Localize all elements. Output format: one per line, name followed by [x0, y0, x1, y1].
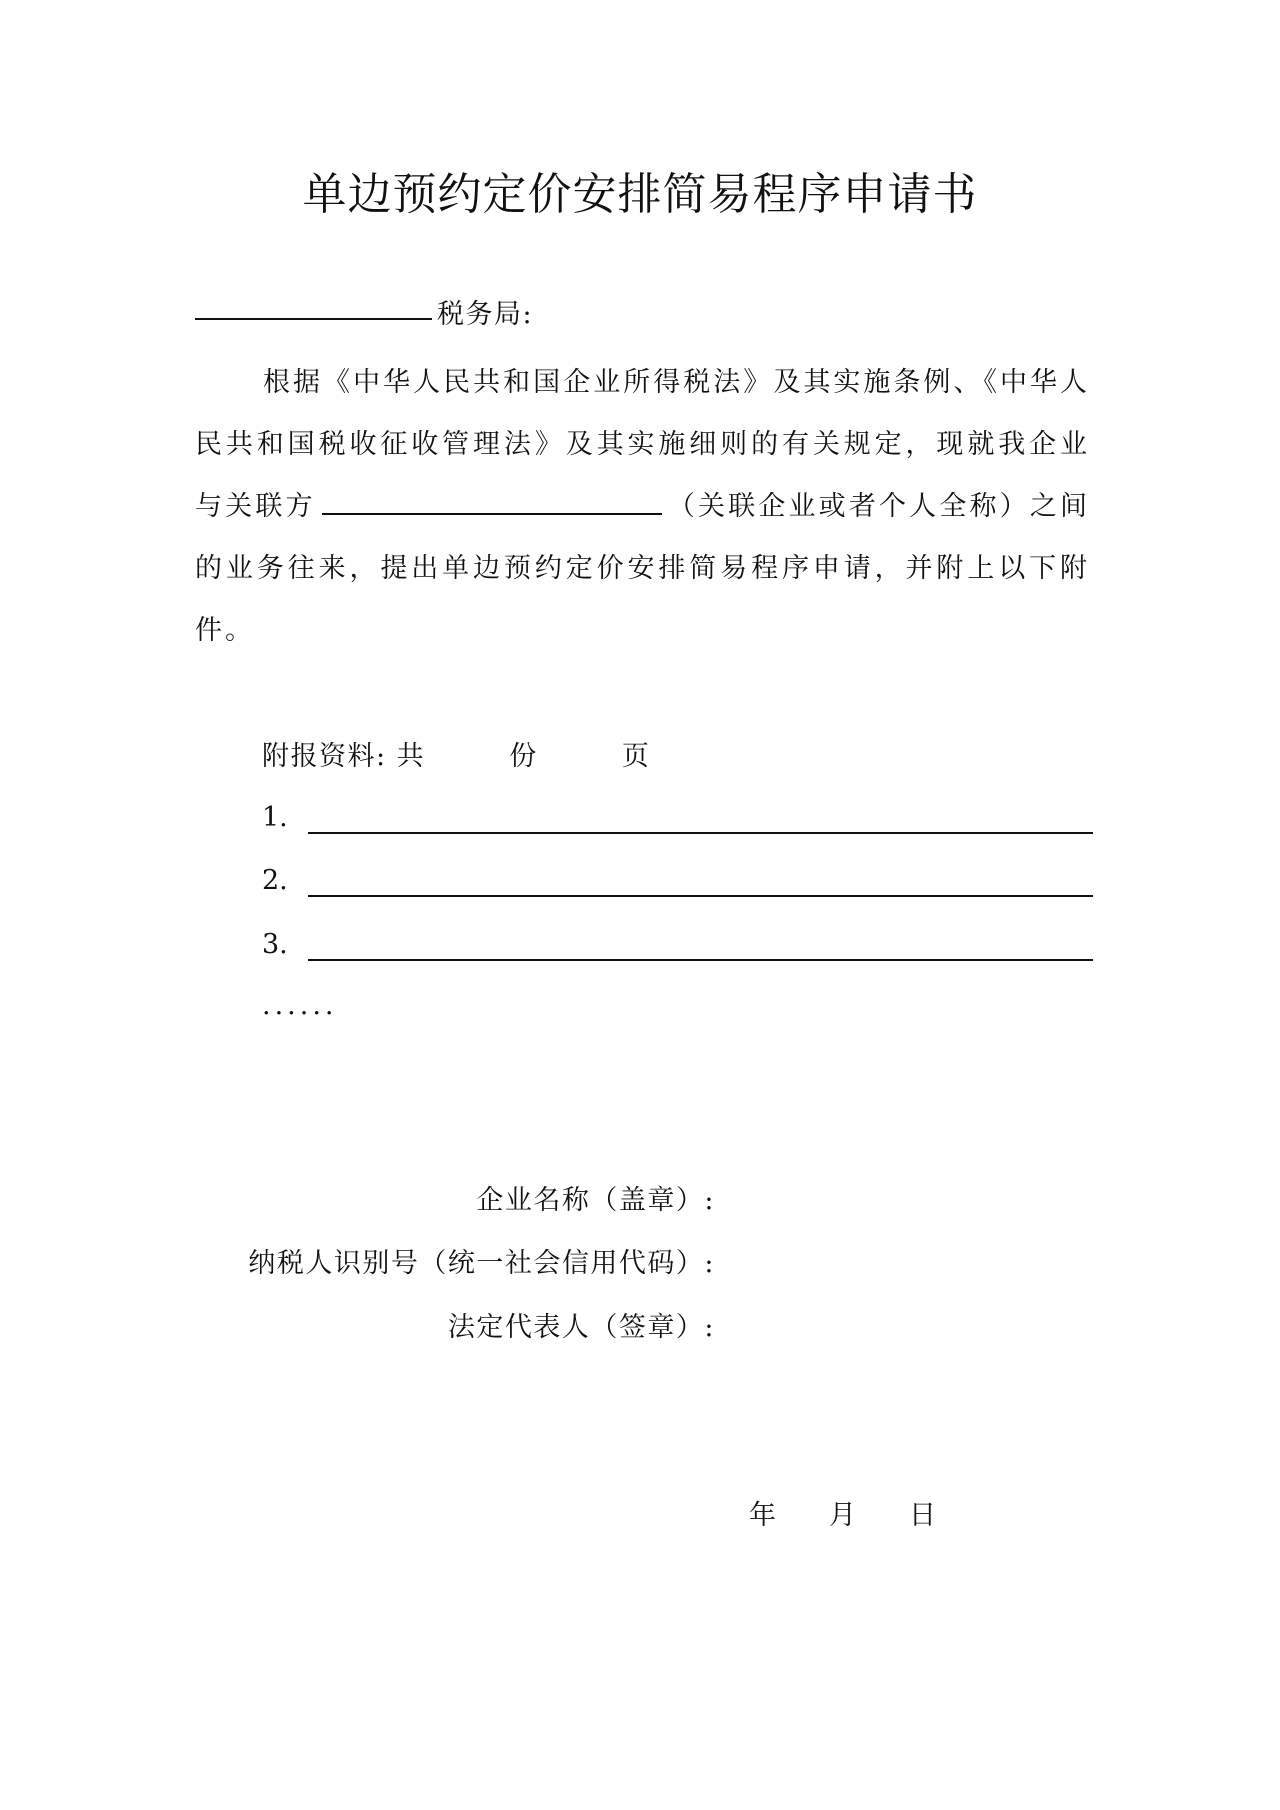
company-name-label: 企业名称（盖章）:	[476, 1185, 715, 1216]
date-year-label: 年	[749, 1500, 778, 1531]
date-month-label: 月	[829, 1500, 858, 1531]
attachment-item-number: 3.	[262, 929, 288, 960]
legal-representative-label: 法定代表人（签章）:	[447, 1312, 715, 1343]
application-paragraph	[195, 352, 1090, 662]
attachments-pages-label: 页	[621, 741, 651, 772]
tax-bureau-blank[interactable]	[195, 318, 432, 320]
paragraph-part1: 根据《中华人民共和国企业所得税法》及其实施条例、《中华人民共和国税收征收管理法》及其实施细则的有关规定，现就我企业与关联方	[195, 367, 1090, 522]
taxpayer-id-label: 纳税人识别号（统一社会信用代码）:	[248, 1248, 715, 1279]
attachment-item-blank[interactable]	[308, 895, 1093, 897]
attachment-item-number: 2.	[262, 865, 288, 896]
document-title: 单边预约定价安排简易程序申请书	[302, 169, 978, 220]
attachments-header	[262, 734, 650, 773]
attachment-item-number: 1.	[262, 802, 288, 833]
salutation-suffix: 税务局:	[437, 299, 534, 330]
related-party-blank[interactable]	[322, 487, 662, 515]
paragraph-part2: （关联企业或者个人全称）之间的业务往来，提出单边预约定价安排简易程序申请，并附上以下附件。	[195, 491, 1091, 646]
attachments-copies-label: 份	[509, 741, 538, 772]
attachment-item-blank[interactable]	[308, 959, 1093, 961]
date-day-label: 日	[909, 1500, 938, 1531]
attachments-header-label: 附报资料: 共	[262, 741, 426, 772]
attachment-item-blank[interactable]	[308, 832, 1093, 834]
attachments-ellipsis: ......	[262, 990, 338, 1021]
